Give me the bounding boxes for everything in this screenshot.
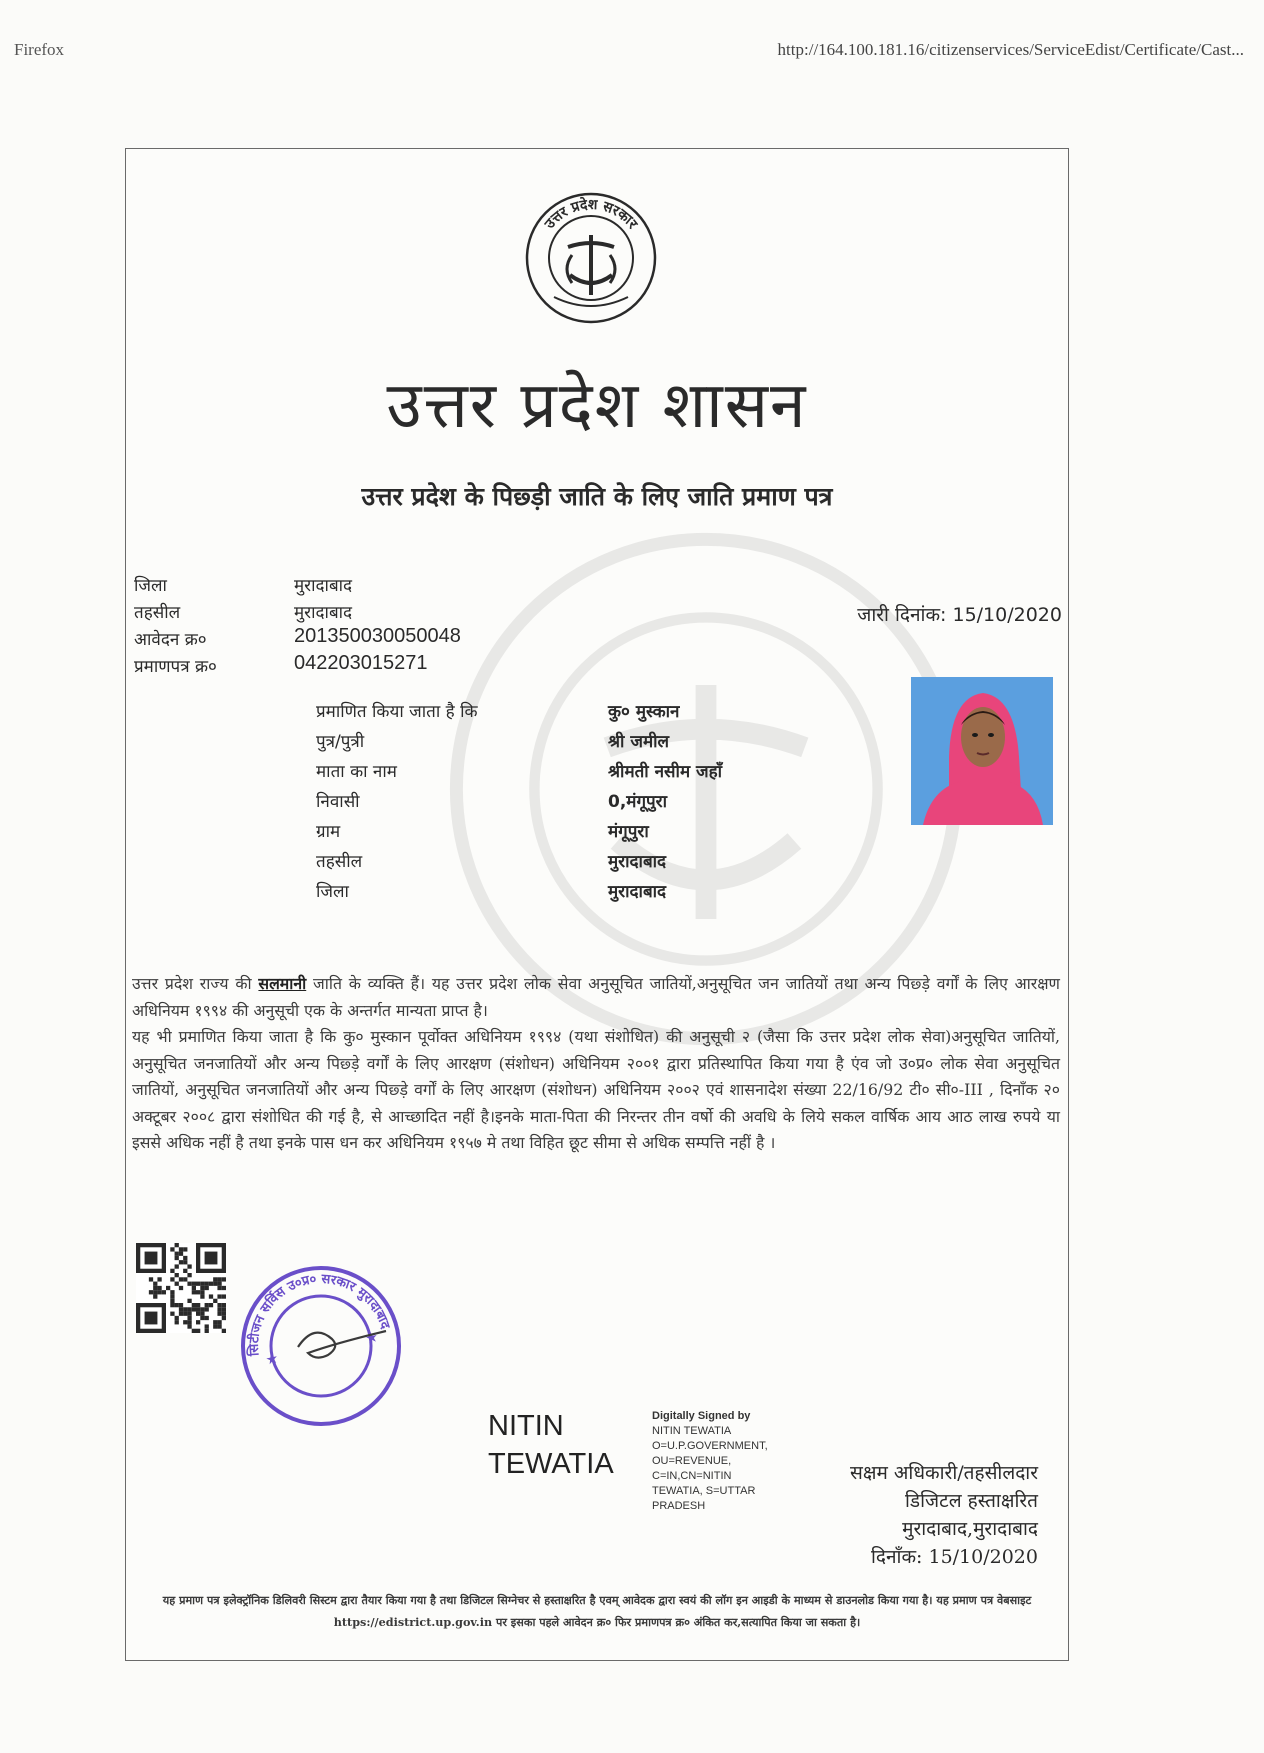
footer-note: यह प्रमाण पत्र इलेक्ट्रॉनिक डिलिवरी सिस्टम द्वारा तैयार किया गया है तथा डिजिटल सिग्नेचर से हस्ताक्षरित है एवम् आवेदक द्वारा स्वयं की लॉग इन आइडी के माध्यम से डाउनलोड किया गया है। यह प्रमाण पत्र वेबसाइट https://edistrict.up.gov.in पर इसका पहले आवेदन क्र० फिर प्रमाणपत्र क्र० अंकित कर,सत्यापित किया जा सकता है।	[162, 1593, 1032, 1629]
state-emblem-icon	[524, 191, 658, 325]
officer-place: मुरादाबाद,मुरादाबाद	[902, 1518, 1038, 1540]
detail-label: माता का नाम	[316, 762, 397, 782]
signature-line: O=U.P.GOVERNMENT,	[652, 1440, 768, 1452]
applicant-photo	[911, 677, 1053, 825]
svg-text:★: ★	[264, 1350, 280, 1369]
svg-text:उत्तर प्रदेश सरकार: उत्तर प्रदेश सरकार	[541, 196, 641, 233]
certificate-title: उत्तर प्रदेश शासन	[386, 369, 808, 443]
signature-line: TEWATIA, S=UTTAR	[652, 1485, 756, 1497]
meta-label: तहसील	[134, 603, 181, 623]
meta-value: मुरादाबाद	[294, 603, 353, 623]
signature-line: PRADESH	[652, 1500, 706, 1512]
detail-value: मुरादाबाद	[608, 852, 667, 872]
signature-line: NITIN TEWATIA	[652, 1425, 732, 1437]
certificate	[125, 148, 1069, 1661]
signature-line: OU=REVENUE,	[652, 1455, 732, 1467]
detail-value: मुरादाबाद	[608, 882, 667, 902]
body-paragraph-2: यह भी प्रमाणित किया जाता है कि कु० मुस्कान पूर्वोक्त अधिनियम १९९४ (यथा संशोधित) की अनुसूची २ (जैसा कि उत्तर प्रदेश लोक सेवा)अनुसूचित जातियों, अनुसूचित जनजातियों और अन्य पिछ्ड़े वर्गों के लिए आरक्षण (संशोधन) अधिनियम २००१ द्वारा प्रतिस्थापित किया गया है एंव जो उ०प्र० लोक सेवा अनुसूचित जातियों, अनुसूचित जनजातियों और अन्य पिछ्ड़े वर्गों के लिए आरक्षण (संशोधन) अधिनियम २००२ एवं शासनादेश संख्या 22/16/92 टी० सी०-III , दिनाँक २० अक्टूबर २००८ द्वारा संशोधित की गई है, से आच्छादित नहीं है।इनके माता-पिता की निरन्तर तीन वर्षो की अवधि के लिये सकल वार्षिक आय आठ लाख रुपये या इससे अधिक नहीं है तथा इनके पास धन कर अधिनियम १९५७ मे तथा विहित छूट सीमा से अधिक सम्पत्ति नहीं है ।	[132, 1027, 1060, 1152]
detail-label: निवासी	[316, 792, 360, 812]
application-number: 201350030050048	[294, 625, 461, 647]
detail-label: तहसील	[316, 852, 363, 872]
svg-text:★: ★	[363, 1329, 380, 1348]
browser-name: Firefox	[14, 40, 65, 59]
detail-label: ग्राम	[316, 822, 341, 842]
official-seal-icon	[236, 1261, 406, 1431]
signature-line: C=IN,CN=NITIN	[652, 1470, 732, 1482]
detail-value: कु० मुस्कान	[608, 702, 680, 722]
detail-label: प्रमाणित किया जाता है कि	[316, 702, 478, 722]
signer-last-name: TEWATIA	[488, 1448, 614, 1480]
issue-date: जारी दिनांक: 15/10/2020	[857, 604, 1062, 626]
body-text-suffix: जाति के व्यक्ति हैं। यह उत्तर प्रदेश लोक सेवा अनुसूचित जातियों,अनुसूचित जन जातियों तथा अन्य पिछ्ड़े वर्गों के लिए आरक्षण अधिनियम १९९४ की अनुसूची एक के अन्तर्गत मान्यता प्राप्त है।	[132, 974, 1060, 1020]
svg-text:सिटीजन सर्विस उ०प्र० सरकार मुर: सिटीजन सर्विस उ०प्र० सरकार मुरादाबाद	[246, 1271, 393, 1357]
meta-label: आवेदन क्र०	[134, 630, 207, 650]
page-url: http://164.100.181.16/citizenservices/ServiceEdist/Certificate/Cast...	[777, 40, 1244, 59]
qr-code-icon	[136, 1243, 226, 1333]
detail-value: 0,मंगूपुरा	[608, 792, 668, 812]
caste-name: सलमानी	[258, 974, 307, 993]
meta-value: मुरादाबाद	[294, 576, 353, 596]
detail-value: मंगूपुरा	[608, 822, 649, 842]
signature-line: Digitally Signed by	[652, 1410, 751, 1422]
body-text-prefix: उत्तर प्रदेश राज्य की	[132, 974, 252, 993]
print-header	[14, 40, 1244, 64]
detail-value: श्रीमती नसीम जहाँ	[608, 762, 723, 782]
detail-label: पुत्र/पुत्री	[316, 732, 365, 752]
digital-signature-details	[652, 1409, 792, 1514]
digital-signer-name	[488, 1407, 614, 1483]
officer-date: दिनाँक: 15/10/2020	[870, 1546, 1038, 1568]
meta-label: प्रमाणपत्र क्र०	[134, 657, 217, 677]
officer-title: सक्षम अधिकारी/तहसीलदार	[850, 1462, 1038, 1484]
signer-first-name: NITIN	[488, 1410, 564, 1442]
certificate-subtitle: उत्तर प्रदेश के पिछ्ड़ी जाति के लिए जाति प्रमाण पत्र	[361, 482, 833, 511]
body-paragraph-1	[132, 971, 1060, 1024]
certificate-number: 042203015271	[294, 652, 428, 674]
officer-signed: डिजिटल हस्ताक्षरित	[905, 1490, 1038, 1512]
certificate-body	[132, 971, 1060, 1157]
detail-label: जिला	[316, 882, 349, 902]
detail-value: श्री जमील	[608, 732, 670, 752]
meta-label: जिला	[134, 576, 167, 596]
